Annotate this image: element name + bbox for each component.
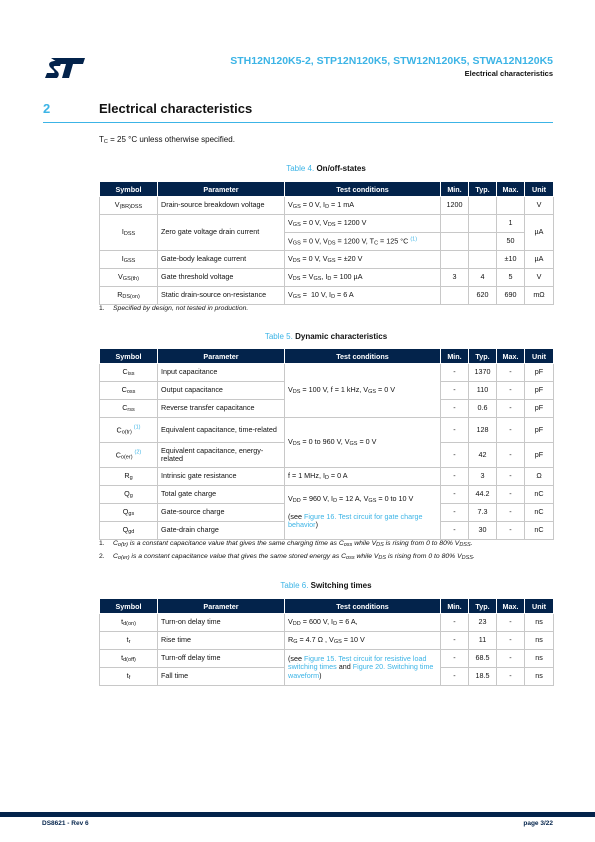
- table-caption-number: Table 5.: [264, 332, 293, 341]
- table-row: [100, 287, 554, 305]
- cell-max: -: [497, 364, 525, 382]
- cell-parameter: Fall time: [158, 668, 285, 686]
- cell-typ: 110: [469, 382, 497, 400]
- table-4-footnote: 1. Specified by design, not tested in production.: [99, 305, 249, 312]
- cell-max: -: [497, 486, 525, 504]
- cell-parameter: Equivalent capacitance, energy-related: [158, 443, 285, 468]
- cell-max: -: [497, 614, 525, 632]
- cell-max: -: [497, 632, 525, 650]
- cell-min: [441, 215, 469, 233]
- cell-min: [441, 251, 469, 269]
- cell-typ: 1370: [469, 364, 497, 382]
- cell-typ: 23: [469, 614, 497, 632]
- table-row: [100, 486, 554, 504]
- table-caption-title: Dynamic characteristics: [295, 332, 388, 341]
- cell-parameter: Output capacitance: [158, 382, 285, 400]
- table-caption-number: Table 6.: [280, 581, 309, 590]
- document-subtitle: Electrical characteristics: [464, 69, 553, 78]
- cell-max: -: [497, 650, 525, 668]
- table-5-footnote-2: 2. $C_{o(er)}$ is a constant capacitance value that gives the same stored energy as $C_{oss}$ while $V_{DS}$ is rising from 0 to 80% $V_{DSS}$.: [99, 553, 475, 561]
- section-title: Electrical characteristics: [99, 101, 253, 116]
- cell-symbol: $t_r$: [100, 632, 158, 650]
- cell-unit: pF: [525, 364, 554, 382]
- col-header: Max.: [497, 599, 525, 614]
- document-title: STH12N120K5-2, STP12N120K5, STW12N120K5, STWA12N120K5: [230, 55, 553, 67]
- cell-conditions: $V_{GS} = 0$ V, $V_{DS} = 1200$ V: [285, 215, 441, 233]
- cell-typ: 68.5: [469, 650, 497, 668]
- col-header: Typ.: [469, 349, 497, 364]
- table-caption-number: Table 4.: [286, 164, 315, 173]
- cell-max: -: [497, 382, 525, 400]
- section-number: 2: [43, 101, 51, 116]
- cell-parameter: Intrinsic gate resistance: [158, 468, 285, 486]
- col-header: Max.: [497, 349, 525, 364]
- cell-symbol: $I_{DSS}$: [100, 215, 158, 251]
- cell-max: -: [497, 443, 525, 468]
- cell-parameter: Gate-body leakage current: [158, 251, 285, 269]
- document-revision: DS8621 - Rev 6: [42, 820, 89, 827]
- cell-min: -: [441, 614, 469, 632]
- col-header: Unit: [525, 349, 554, 364]
- cell-parameter: Zero gate voltage drain current: [158, 215, 285, 251]
- cell-conditions: $V_{DS} = 0$ V, $V_{GS} = \pm 20$ V: [285, 251, 441, 269]
- cell-unit: ns: [525, 650, 554, 668]
- cell-symbol: $C_{iss}$: [100, 364, 158, 382]
- col-header: Typ.: [469, 182, 497, 197]
- table-row: [100, 251, 554, 269]
- col-header: Parameter: [158, 182, 285, 197]
- cell-min: -: [441, 400, 469, 418]
- cell-symbol: $V_{GS(th)}$: [100, 269, 158, 287]
- cell-max: 1: [497, 215, 525, 233]
- cell-unit: ns: [525, 632, 554, 650]
- footer-band: [0, 812, 595, 817]
- cell-parameter: Input capacitance: [158, 364, 285, 382]
- table-caption-title: Switching times: [310, 581, 372, 590]
- cell-symbol: $C_{o(er)}$ $^{(2)}$: [100, 443, 158, 468]
- col-header: Test conditions: [285, 182, 441, 197]
- page-number: page 3/22: [523, 820, 553, 827]
- cell-min: 1200: [441, 197, 469, 215]
- cell-min: -: [441, 522, 469, 540]
- cell-min: -: [441, 418, 469, 443]
- cell-typ: 4: [469, 269, 497, 287]
- col-header: Parameter: [158, 349, 285, 364]
- cell-parameter: Turn-on delay time: [158, 614, 285, 632]
- cell-min: -: [441, 443, 469, 468]
- cell-conditions: $V_{GS} = 10$ V, $I_D = 6$ A: [285, 287, 441, 305]
- cell-unit: Ω: [525, 468, 554, 486]
- cell-unit: pF: [525, 443, 554, 468]
- table-header-row: [100, 599, 554, 614]
- cell-typ: [469, 215, 497, 233]
- cell-max: -: [497, 418, 525, 443]
- col-header: Symbol: [100, 599, 158, 614]
- cell-symbol: $Q_{gd}$: [100, 522, 158, 540]
- cell-unit: µA: [525, 215, 554, 251]
- cell-unit: V: [525, 269, 554, 287]
- cell-typ: [469, 197, 497, 215]
- cell-unit: pF: [525, 382, 554, 400]
- cell-unit: nC: [525, 504, 554, 522]
- table-row: [100, 468, 554, 486]
- cell-conditions: $V_{GS} = 0$ V, $I_D = 1$ mA: [285, 197, 441, 215]
- cell-max: -: [497, 400, 525, 418]
- section-divider: [43, 122, 553, 123]
- table-6-switching-times: [99, 598, 554, 686]
- cell-unit: ns: [525, 614, 554, 632]
- cell-unit: V: [525, 197, 554, 215]
- cell-parameter: Gate-source charge: [158, 504, 285, 522]
- cell-typ: 44.2: [469, 486, 497, 504]
- table-row: [100, 364, 554, 382]
- cell-max: -: [497, 668, 525, 686]
- cell-conditions: $V_{DS} = V_{GS}$, $I_D = 100$ µA: [285, 269, 441, 287]
- cell-symbol: $I_{GSS}$: [100, 251, 158, 269]
- table-4-on-off-states: [99, 181, 554, 305]
- cell-parameter: Gate threshold voltage: [158, 269, 285, 287]
- footnote-text: $C_{o(er)}$ is a constant capacitance value that gives the same stored energy as $C_{oss}$ while $V_{DS}$ is rising from 0 to 80% $V_{DSS}$.: [113, 553, 475, 561]
- cell-symbol: $C_{rss}$: [100, 400, 158, 418]
- cell-unit: nC: [525, 486, 554, 504]
- cell-conditions: $V_{GS} = 0$ V, $V_{DS} = 1200$ V, $T_C = 125$ °C $^{(1)}$: [285, 233, 441, 251]
- cell-min: -: [441, 364, 469, 382]
- cell-max: ±10: [497, 251, 525, 269]
- col-header: Min.: [441, 349, 469, 364]
- cell-conditions: $V_{DD} = 600$ V, $I_D = 6$ A,: [285, 614, 441, 632]
- cell-typ: 620: [469, 287, 497, 305]
- cell-typ: 128: [469, 418, 497, 443]
- cell-max: 5: [497, 269, 525, 287]
- cell-typ: 11: [469, 632, 497, 650]
- cell-min: -: [441, 486, 469, 504]
- cell-parameter: Drain-source breakdown voltage: [158, 197, 285, 215]
- cell-parameter: Total gate charge: [158, 486, 285, 504]
- table-row: [100, 215, 554, 233]
- table-4-caption: [99, 164, 553, 173]
- col-header: Unit: [525, 182, 554, 197]
- cell-parameter: Turn-off delay time: [158, 650, 285, 668]
- cell-min: -: [441, 504, 469, 522]
- table-row: [100, 632, 554, 650]
- footnote-text: Specified by design, not tested in production.: [113, 305, 249, 312]
- cell-symbol: $R_{DS(on)}$: [100, 287, 158, 305]
- table-row: [100, 650, 554, 668]
- cell-conditions: $V_{DS} = 100$ V, f = 1 kHz, $V_{GS} = 0$ V: [285, 364, 441, 418]
- cell-typ: 30: [469, 522, 497, 540]
- table-5-footnote-1: 1. $C_{o(tr)}$ is a constant capacitance value that gives the same charging time as $C_{oss}$ while $V_{DS}$ is rising from 0 to 80% $V_{DSS}$.: [99, 540, 473, 548]
- section-intro: $T_C = 25$ °C unless otherwise specified.: [99, 135, 235, 145]
- cell-min: [441, 233, 469, 251]
- cell-max: 50: [497, 233, 525, 251]
- cell-min: [441, 287, 469, 305]
- col-header: Symbol: [100, 182, 158, 197]
- cell-parameter: Gate-drain charge: [158, 522, 285, 540]
- cell-symbol: $V_{(BR)DSS}$: [100, 197, 158, 215]
- cell-typ: [469, 233, 497, 251]
- cell-conditions: f = 1 MHz, $I_D = 0$ A: [285, 468, 441, 486]
- cell-typ: 42: [469, 443, 497, 468]
- cell-min: -: [441, 650, 469, 668]
- cell-symbol: $C_{oss}$: [100, 382, 158, 400]
- col-header: Typ.: [469, 599, 497, 614]
- table-row: [100, 614, 554, 632]
- cell-symbol: $C_{o(tr)}$ $^{(1)}$: [100, 418, 158, 443]
- cell-max: -: [497, 468, 525, 486]
- cell-conditions: $V_{DD} = 960$ V, $I_D = 12$ A, $V_{GS} = 0$ to 10 V (see Figure 16. Test circuit for gate charge behavior): [285, 486, 441, 540]
- cell-conditions: $R_G = 4.7$ Ω , $V_{GS} = 10$ V: [285, 632, 441, 650]
- table-row: [100, 269, 554, 287]
- cell-min: -: [441, 668, 469, 686]
- cell-symbol: $t_{d(off)}$: [100, 650, 158, 668]
- col-header: Min.: [441, 182, 469, 197]
- table-caption-title: On/off-states: [316, 164, 366, 173]
- footnote-text: $C_{o(tr)}$ is a constant capacitance value that gives the same charging time as $C_{oss}$ while $V_{DS}$ is rising from 0 to 80% $V_{DSS}$.: [113, 540, 473, 548]
- cell-conditions: $V_{DS} = 0$ to 960 V, $V_{GS} = 0$ V: [285, 418, 441, 468]
- cell-min: -: [441, 468, 469, 486]
- cell-typ: 7.3: [469, 504, 497, 522]
- cell-parameter: Reverse transfer capacitance: [158, 400, 285, 418]
- cell-unit: pF: [525, 418, 554, 443]
- table-5-dynamic-characteristics: [99, 348, 554, 540]
- cell-symbol: $Q_{gs}$: [100, 504, 158, 522]
- col-header: Parameter: [158, 599, 285, 614]
- col-header: Max.: [497, 182, 525, 197]
- cell-typ: [469, 251, 497, 269]
- cell-min: 3: [441, 269, 469, 287]
- col-header: Symbol: [100, 349, 158, 364]
- cell-conditions: (see Figure 15. Test circuit for resistive load switching times and Figure 20. Switching time waveform): [285, 650, 441, 686]
- table-header-row: [100, 182, 554, 197]
- cell-symbol: $R_g$: [100, 468, 158, 486]
- col-header: Min.: [441, 599, 469, 614]
- table-5-caption: [99, 332, 553, 341]
- cell-unit: nC: [525, 522, 554, 540]
- cell-min: -: [441, 382, 469, 400]
- st-logo-icon: [42, 55, 86, 81]
- cell-max: [497, 197, 525, 215]
- cell-unit: µA: [525, 251, 554, 269]
- cell-symbol: $t_{d(on)}$: [100, 614, 158, 632]
- cell-min: -: [441, 632, 469, 650]
- cell-parameter: Static drain-source on-resistance: [158, 287, 285, 305]
- cell-max: -: [497, 504, 525, 522]
- cell-typ: 3: [469, 468, 497, 486]
- table-row: [100, 418, 554, 443]
- table-row: [100, 197, 554, 215]
- col-header: Test conditions: [285, 349, 441, 364]
- cell-typ: 18.5: [469, 668, 497, 686]
- col-header: Test conditions: [285, 599, 441, 614]
- cell-unit: mΩ: [525, 287, 554, 305]
- cell-unit: pF: [525, 400, 554, 418]
- cell-typ: 0.6: [469, 400, 497, 418]
- cell-parameter: Equivalent capacitance, time-related: [158, 418, 285, 443]
- col-header: Unit: [525, 599, 554, 614]
- table-header-row: [100, 349, 554, 364]
- cell-unit: ns: [525, 668, 554, 686]
- cell-max: 690: [497, 287, 525, 305]
- cell-symbol: $t_f$: [100, 668, 158, 686]
- table-6-caption: [99, 581, 553, 590]
- cell-parameter: Rise time: [158, 632, 285, 650]
- cell-symbol: $Q_g$: [100, 486, 158, 504]
- cell-max: -: [497, 522, 525, 540]
